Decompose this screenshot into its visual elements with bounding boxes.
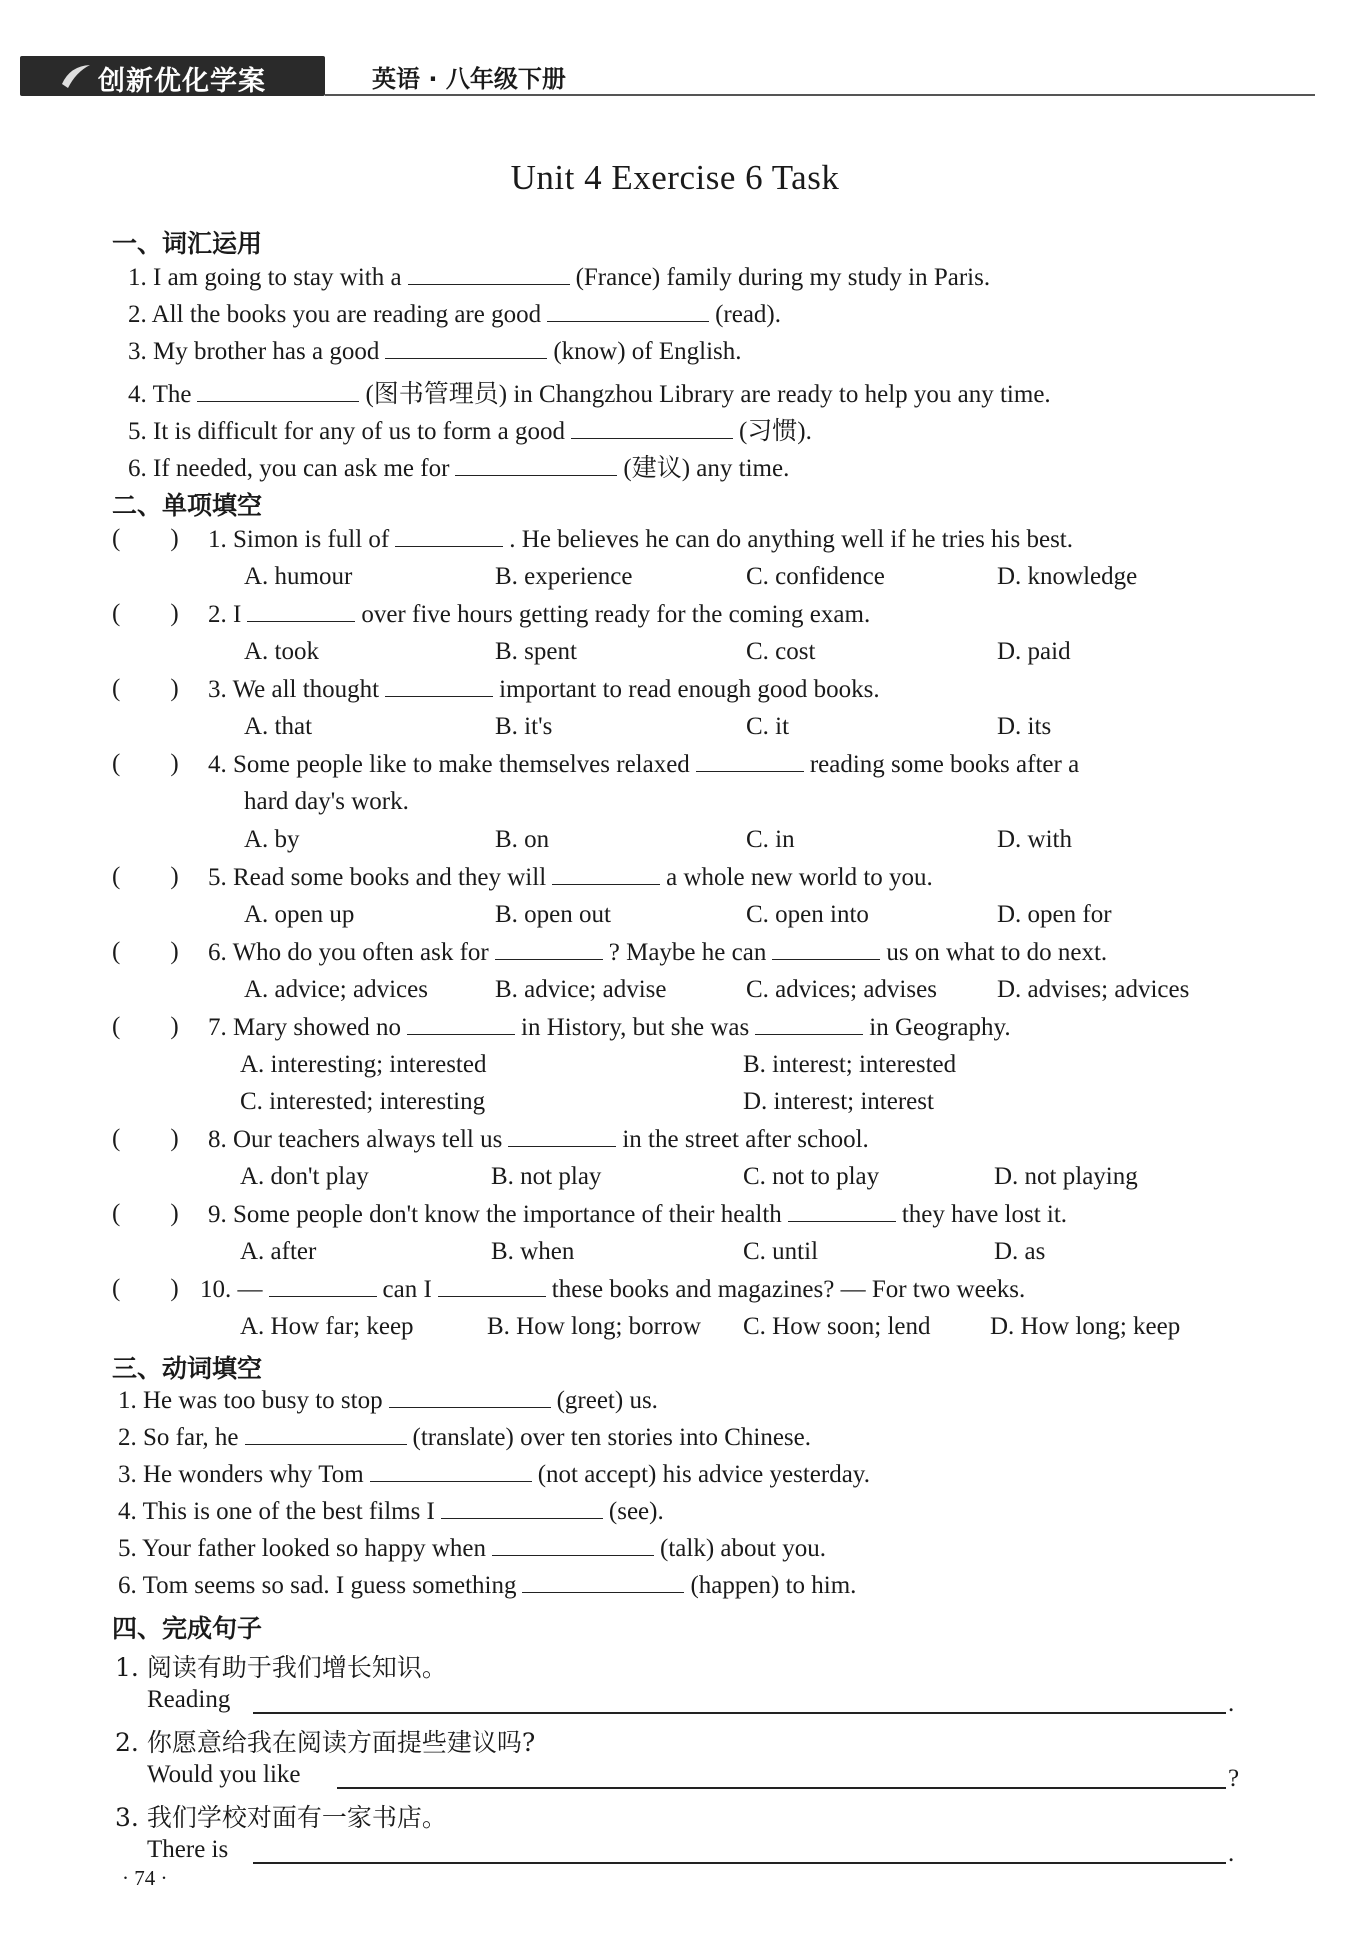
stem-text: us on what to do next. [886,939,1108,966]
answer-blank[interactable] [492,1534,654,1556]
item-hint: (greet) us. [556,1387,658,1414]
option-c: C. How soon; lend [743,1313,931,1340]
item-text: Your father looked so happy when [142,1535,487,1562]
question-number: 7. [208,1014,227,1041]
end-punctuation: . [1228,1840,1235,1867]
option-b: B. advice; advise [495,976,667,1003]
stem-text: a whole new world to you. [666,864,933,891]
item-number: 2. [118,1424,137,1451]
section-heading-vocabulary: 一、词汇运用 [112,229,263,258]
answer-blank [772,938,880,960]
item-hint: (not accept) his advice yesterday. [537,1461,870,1488]
option-a: A. How far; keep [240,1313,414,1340]
stem-text: Simon is full of [233,526,390,553]
translation-prompt [115,1648,447,1684]
answer-blank [247,600,355,622]
item-text: I am going to stay with a [153,264,402,291]
answer-blank [395,525,503,547]
question-stem [208,1013,1011,1042]
answer-bracket[interactable]: ( ) [112,750,179,777]
stem-text: — [237,1276,263,1303]
answer-bracket[interactable]: ( ) [112,525,179,552]
vocab-item [128,448,789,484]
question-number: 6. [208,939,227,966]
option-c: C. in [746,826,795,853]
answer-blank[interactable] [245,1423,407,1445]
item-number: 2. [115,1728,139,1757]
series-title: 创新优化学案 [98,66,266,97]
answer-blank [269,1275,377,1297]
item-hint: (happen) to him. [690,1572,857,1599]
option-c: C. interested; interesting [240,1088,486,1115]
item-hint: (translate) over ten stories into Chinese. [412,1424,811,1451]
verb-item [118,1497,664,1526]
item-hint: (know) of English. [553,338,742,365]
chinese-sentence: 阅读有助于我们增长知识。 [146,1653,447,1682]
option-c: C. until [743,1238,819,1265]
item-text: He was too busy to stop [143,1387,383,1414]
option-d: D. its [997,713,1052,740]
item-text: My brother has a good [153,338,380,365]
vocab-item [128,263,990,292]
question-number: 1. [208,526,227,553]
answer-bracket[interactable]: ( ) [112,1275,179,1302]
stem-text: Our teachers always tell us [233,1126,503,1153]
sentence-start: Reading [147,1686,231,1713]
answer-blank[interactable] [522,1571,684,1593]
item-text: This is one of the best films I [142,1498,435,1525]
answer-blank [495,938,603,960]
option-a: A. that [244,713,313,740]
answer-blank[interactable] [389,1386,551,1408]
item-number: 3. [115,1803,139,1832]
option-b: B. interest; interested [743,1051,957,1078]
item-text: If needed, you can ask me for [153,455,450,482]
answer-blank [438,1275,546,1297]
question-stem [200,1275,1025,1304]
stem-text: Read some books and they will [233,864,547,891]
question-stem-continued: hard day's work. [244,788,409,815]
answer-blank[interactable] [408,263,570,285]
option-c: C. cost [746,638,816,665]
answer-blank [755,1013,863,1035]
answer-blank[interactable] [197,380,359,402]
answer-bracket[interactable]: ( ) [112,863,179,890]
section-heading-complete-sentences: 四、完成句子 [112,1614,263,1643]
item-text: All the books you are reading are good [151,301,542,328]
option-d: D. not playing [994,1163,1138,1190]
question-number: 9. [208,1201,227,1228]
item-text: So far, he [143,1424,239,1451]
option-a: A. took [244,638,319,665]
option-a: A. after [240,1238,317,1265]
answer-bracket[interactable]: ( ) [112,600,179,627]
series-logo [20,56,325,96]
item-number: 1. [118,1387,137,1414]
answer-blank [407,1013,515,1035]
stem-text: can I [382,1276,432,1303]
stem-text: Who do you often ask for [232,939,489,966]
question-number: 5. [208,864,227,891]
page-title: Unit 4 Exercise 6 Task [510,158,840,197]
option-c: C. confidence [746,563,885,590]
stem-text: reading some books after a [809,751,1080,778]
answer-blank [508,1125,616,1147]
option-a: A. by [244,826,300,853]
verb-item [118,1460,870,1489]
item-hint: (talk) about you. [660,1535,826,1562]
option-b: B. experience [495,563,633,590]
answer-blank [552,863,660,885]
item-number: 4. [128,381,147,408]
page-header [20,56,1330,100]
option-a: A. interesting; interested [240,1051,487,1078]
section-heading-verb-fill: 三、动词填空 [112,1354,263,1383]
end-punctuation: ? [1228,1765,1240,1792]
item-number: 2. [128,301,147,328]
item-text: It is difficult for any of us to form a good [153,418,565,445]
question-number: 3. [208,676,227,703]
answer-line[interactable] [253,1862,1226,1864]
translation-prompt [115,1798,447,1834]
chinese-sentence: 我们学校对面有一家书店。 [146,1803,447,1832]
item-number: 1. [128,264,147,291]
section-heading-multiple-choice: 二、单项填空 [112,491,263,520]
answer-blank[interactable] [385,337,547,359]
item-number: 5. [128,418,147,445]
question-stem [208,675,880,704]
question-stem [208,750,1079,779]
option-b: B. when [491,1238,575,1265]
stem-text: . He believes he can do anything well if he tries his best. [509,526,1073,553]
sentence-start: There is [147,1836,229,1863]
option-d: D. advises; advices [997,976,1190,1003]
option-c: C. it [746,713,790,740]
option-b: B. not play [491,1163,602,1190]
option-b: B. it's [495,713,553,740]
answer-bracket[interactable]: ( ) [112,938,179,965]
item-number: 6. [118,1572,137,1599]
vocab-item [128,374,1051,410]
answer-blank [696,750,804,772]
end-punctuation: . [1228,1690,1235,1717]
item-hint: (图书管理员) in Changzhou Library are ready to help you any time. [365,381,1051,408]
logo-swoosh-icon [60,62,92,90]
option-a: A. advice; advices [244,976,428,1003]
answer-blank[interactable] [455,454,617,476]
vocab-item [128,411,812,447]
item-hint: (习惯). [738,418,812,445]
stem-text: over five hours getting ready for the coming exam. [361,601,871,628]
answer-line[interactable] [253,1712,1226,1714]
book-subject: 英语 · 八年级下册 [372,65,566,93]
question-stem [208,1125,869,1154]
question-stem [208,525,1073,554]
question-stem [208,600,870,629]
answer-line[interactable] [337,1787,1226,1789]
option-d: D. with [997,826,1072,853]
stem-text: Some people don't know the importance of their health [233,1201,782,1228]
item-hint: (建议) any time. [623,455,790,482]
question-number: 2. [208,601,227,628]
stem-text: I [233,601,242,628]
answer-blank[interactable] [370,1460,532,1482]
question-stem [208,863,933,892]
answer-blank [788,1200,896,1222]
item-text: The [152,381,192,408]
question-number: 10. [200,1276,232,1303]
answer-blank [385,675,493,697]
verb-item [118,1571,856,1600]
chinese-sentence: 你愿意给我在阅读方面提些建议吗? [146,1728,536,1757]
item-hint: (France) family during my study in Paris. [575,264,991,291]
option-c: C. open into [746,901,869,928]
verb-item [118,1534,826,1563]
item-text: He wonders why Tom [143,1461,364,1488]
option-b: B. on [495,826,550,853]
item-number: 3. [128,338,147,365]
sentence-start: Would you like [147,1761,301,1788]
answer-blank[interactable] [441,1497,603,1519]
option-c: C. advices; advises [746,976,937,1003]
option-d: D. How long; keep [990,1313,1181,1340]
answer-bracket[interactable]: ( ) [112,1013,179,1040]
stem-text: in Geography. [869,1014,1011,1041]
header-divider [325,94,1315,96]
option-d: D. interest; interest [743,1088,934,1115]
question-number: 4. [208,751,227,778]
answer-bracket[interactable]: ( ) [112,675,179,702]
answer-blank[interactable] [547,300,709,322]
question-number: 8. [208,1126,227,1153]
item-number: 1. [115,1653,139,1682]
stem-text: important to read enough good books. [499,676,880,703]
answer-blank[interactable] [571,417,733,439]
option-c: C. not to play [743,1163,880,1190]
item-number: 6. [128,455,147,482]
option-d: D. paid [997,638,1071,665]
option-a: A. humour [244,563,353,590]
option-b: B. How long; borrow [487,1313,701,1340]
stem-text: in the street after school. [622,1126,869,1153]
answer-bracket[interactable]: ( ) [112,1125,179,1152]
question-stem [208,1200,1067,1229]
stem-text: Mary showed no [233,1014,402,1041]
stem-text: Some people like to make themselves relaxed [233,751,690,778]
item-number: 5. [118,1535,137,1562]
item-hint: (see). [608,1498,664,1525]
option-d: D. open for [997,901,1112,928]
option-a: A. don't play [240,1163,369,1190]
item-text: Tom seems so sad. I guess something [142,1572,517,1599]
question-stem [208,938,1107,967]
page-number: · 74 · [122,1866,168,1890]
vocab-item [128,300,781,329]
option-d: D. knowledge [997,563,1138,590]
stem-text: these books and magazines? — For two weeks. [551,1276,1026,1303]
answer-bracket[interactable]: ( ) [112,1200,179,1227]
item-hint: (read). [715,301,782,328]
stem-text: in History, but she was [521,1014,750,1041]
option-d: D. as [994,1238,1046,1265]
stem-text: they have lost it. [901,1201,1068,1228]
item-number: 3. [118,1461,137,1488]
vocab-item [128,337,742,366]
verb-item [118,1423,811,1452]
stem-text: We all thought [232,676,380,703]
stem-text: ? Maybe he can [608,939,767,966]
option-b: B. open out [495,901,611,928]
translation-prompt [115,1723,535,1759]
option-a: A. open up [244,901,355,928]
item-number: 4. [118,1498,137,1525]
option-b: B. spent [495,638,577,665]
verb-item [118,1386,658,1415]
